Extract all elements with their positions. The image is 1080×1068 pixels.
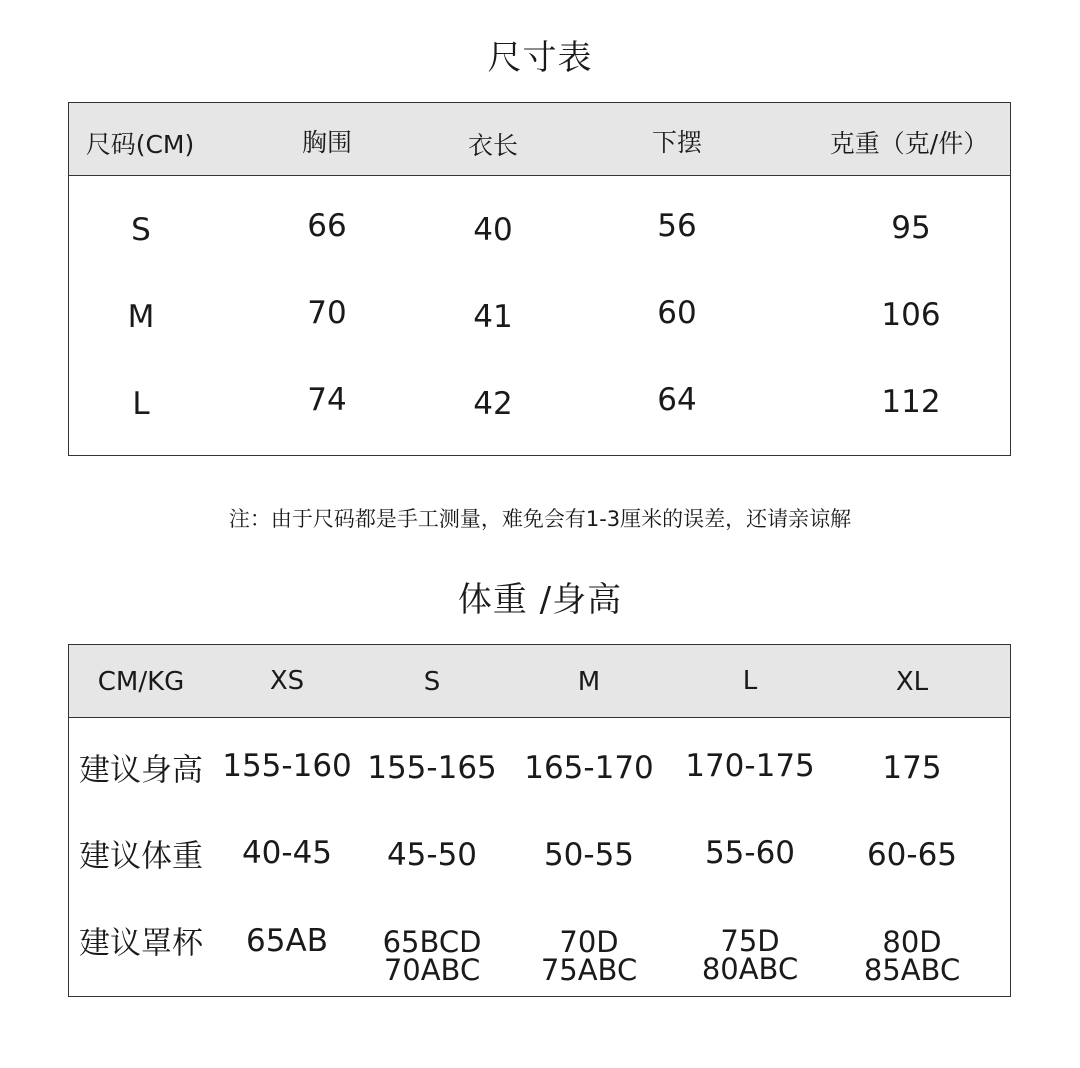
table-cell: 64 xyxy=(657,382,697,418)
measurement-note: 注：由于尺码都是手工测量，难免会有1-3厘米的误差，还请亲谅解 xyxy=(228,507,852,531)
table-cell: 40-45 xyxy=(241,835,333,871)
header-s: S xyxy=(423,667,441,697)
table-cell: L xyxy=(132,386,150,422)
table-cell: 112 xyxy=(881,384,941,420)
cup-line-1: 65BCD xyxy=(382,925,482,959)
fit-chart-table xyxy=(68,644,1011,997)
cup-line-2: 75ABC xyxy=(540,953,638,987)
table-cell: 40 xyxy=(473,212,513,248)
table-cell: 95 xyxy=(891,210,931,246)
table-cell: 170-175 xyxy=(685,748,815,784)
table-cell: 106 xyxy=(881,297,941,333)
table-cell: 155-160 xyxy=(222,748,352,784)
table-cell: 65AB xyxy=(246,923,328,959)
cup-line-2: 80ABC xyxy=(701,952,799,986)
cup-line-1: 80D xyxy=(882,925,942,959)
table-cell xyxy=(701,924,799,986)
table-cell: 56 xyxy=(657,208,697,244)
header-xs: XS xyxy=(269,666,305,696)
table-cell: 155-165 xyxy=(367,750,497,786)
table-cell: 55-60 xyxy=(704,835,796,871)
row-label-weight: 建议体重 xyxy=(79,838,203,875)
size-chart-title: 尺寸表 xyxy=(487,38,593,78)
table-cell xyxy=(863,925,961,987)
fit-chart-header-row xyxy=(69,645,1010,718)
header-xl: XL xyxy=(895,667,929,697)
table-cell: S xyxy=(131,212,151,248)
table-cell: 41 xyxy=(473,299,513,335)
header-m: M xyxy=(577,667,601,697)
table-cell: 60 xyxy=(657,295,697,331)
table-cell xyxy=(382,925,482,987)
cup-line-1: 70D xyxy=(559,925,619,959)
table-cell: 66 xyxy=(307,208,347,244)
header-weight: 克重（克/件） xyxy=(829,129,989,158)
cup-line-1: 75D xyxy=(720,924,780,958)
row-label-height: 建议身高 xyxy=(79,752,203,789)
header-length: 衣长 xyxy=(467,131,519,160)
table-cell: 60-65 xyxy=(866,837,958,873)
table-cell xyxy=(540,925,638,987)
table-cell: M xyxy=(127,299,155,335)
table-cell: 74 xyxy=(307,382,347,418)
header-hem: 下摆 xyxy=(651,128,703,157)
table-cell: 42 xyxy=(473,386,513,422)
cup-line-2: 70ABC xyxy=(383,953,481,987)
header-l: L xyxy=(742,666,758,696)
table-cell: 45-50 xyxy=(386,837,478,873)
table-cell: 175 xyxy=(882,750,942,786)
header-chest: 胸围 xyxy=(301,128,353,157)
size-chart-table xyxy=(68,102,1011,456)
table-cell: 70 xyxy=(307,295,347,331)
header-size: 尺码(CM) xyxy=(85,130,195,159)
cup-line-2: 85ABC xyxy=(863,953,961,987)
row-label-cup: 建议罩杯 xyxy=(79,925,203,962)
table-cell: 50-55 xyxy=(543,837,635,873)
table-cell: 165-170 xyxy=(524,750,654,786)
fit-chart-title: 体重 /身高 xyxy=(457,580,623,620)
header-cm-kg: CM/KG xyxy=(97,667,185,697)
